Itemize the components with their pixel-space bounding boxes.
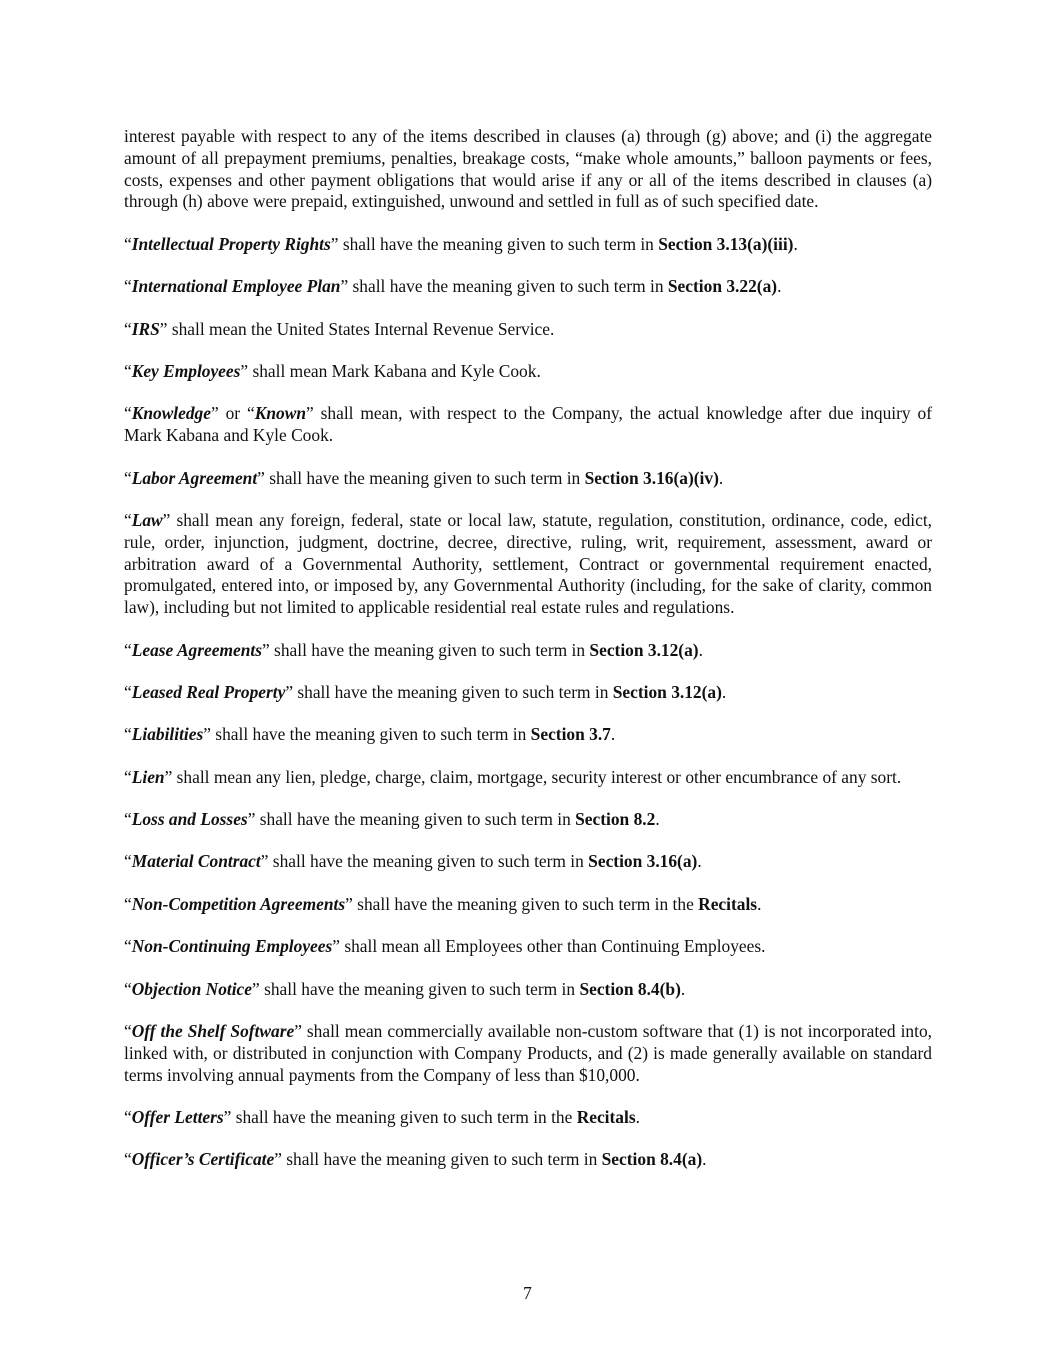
definition-knowledge: “Knowledge” or “Known” shall mean, with respect to the Company, the actual knowledge after due inquiry of Mark Kabana and Kyle Cook.: [124, 403, 933, 446]
definition-liabilities: “Liabilities” shall have the meaning given to such term in Section 3.7.: [124, 724, 616, 745]
defined-term: Lien: [131, 766, 165, 787]
defined-term: Non-Competition Agreements: [131, 893, 346, 914]
definition-irs: “IRS” shall mean the United States Internal Revenue Service.: [124, 318, 555, 339]
definition-international-employee-plan: “International Employee Plan” shall have the meaning given to such term in Section 3.22(a).: [124, 276, 782, 297]
defined-term: Law: [131, 509, 163, 530]
defined-term: Lease Agreements: [131, 639, 262, 660]
defined-term: Off the Shelf Software: [131, 1021, 295, 1042]
definition-loss-and-losses: “Loss and Losses” shall have the meaning given to such term in Section 8.2.: [124, 809, 660, 830]
opening-paragraph: interest payable with respect to any of the items described in clauses (a) through (g) above; and (i) the aggregate amount of all prepayment premiums, penalties, breakage costs, “make whole amounts,” balloon payments or fees, costs, expenses and other payment obligations that would arise if any or all of the items described in clauses (a) through (h) above were prepaid, extinguished, unwound and settled in full as of such specified date.: [124, 126, 932, 212]
defined-term: Leased Real Property: [131, 681, 286, 702]
definition-intellectual-property-rights: “Intellectual Property Rights” shall have the meaning given to such term in Section 3.13(a)(iii).: [124, 233, 798, 254]
defined-term: Known: [254, 403, 306, 424]
defined-term: Officer’s Certificate: [131, 1149, 275, 1170]
defined-term: Labor Agreement: [131, 467, 258, 488]
definition-lease-agreements: “Lease Agreements” shall have the meaning given to such term in Section 3.12(a).: [124, 639, 703, 660]
definition-material-contract: “Material Contract” shall have the meaning given to such term in Section 3.16(a).: [124, 851, 702, 872]
definition-key-employees: “Key Employees” shall mean Mark Kabana and Kyle Cook.: [124, 360, 541, 381]
definition-objection-notice: “Objection Notice” shall have the meaning given to such term in Section 8.4(b).: [124, 978, 686, 999]
defined-term: Key Employees: [131, 360, 241, 381]
definition-non-competition-agreements: “Non-Competition Agreements” shall have the meaning given to such term in the Recitals.: [124, 893, 762, 914]
section-reference: Recitals: [698, 893, 758, 914]
section-reference: Recitals: [576, 1107, 636, 1127]
section-reference: Section 3.13(a)(iii): [658, 233, 794, 254]
definition-law: “Law” shall mean any foreign, federal, state or local law, statute, regulation, constitution, ordinance, code, edict, rule, order, injunction, judgment, doctrine, decree, directive, ruling, writ, requirement, assessment, award or arbitration award of a Governmental Authority, settlement, Contract or governmental requirement enacted, promulgated, entered into, or imposed by, any Governmental Authority (including, for the sake of clarity, common law), including but not limited to applicable residential real estate rules and regulations.: [124, 509, 932, 618]
section-reference: Section 3.12(a): [612, 681, 722, 702]
section-reference: Section 3.22(a): [667, 276, 778, 297]
defined-term: Objection Notice: [131, 978, 252, 999]
defined-term: Offer Letters: [131, 1107, 224, 1127]
section-reference: Section 3.16(a): [588, 851, 698, 872]
section-reference: Section 8.4(b): [579, 978, 681, 999]
defined-term: IRS: [131, 318, 160, 339]
definition-leased-real-property: “Leased Real Property” shall have the meaning given to such term in Section 3.12(a).: [124, 681, 727, 702]
defined-term: Loss and Losses: [131, 809, 248, 830]
defined-term: International Employee Plan: [131, 276, 341, 297]
defined-term: Liabilities: [131, 724, 204, 745]
definition-off-the-shelf-software: “Off the Shelf Software” shall mean commercially available non-custom software that (1) is not incorporated into, linked with, or distributed in conjunction with Company Products, and (2) is made generally available on standard terms involving annual payments from the Company of less than $10,000.: [124, 1021, 932, 1085]
defined-term: Material Contract: [131, 851, 261, 872]
section-reference: Section 8.4(a): [601, 1149, 703, 1170]
defined-term: Knowledge: [131, 403, 211, 424]
definition-officers-certificate: “Officer’s Certificate” shall have the meaning given to such term in Section 8.4(a).: [124, 1149, 707, 1170]
definition-labor-agreement: “Labor Agreement” shall have the meaning given to such term in Section 3.16(a)(iv).: [124, 467, 724, 488]
page-number: 7: [523, 1283, 532, 1303]
definition-non-continuing-employees: “Non-Continuing Employees” shall mean all Employees other than Continuing Employees.: [124, 936, 766, 957]
defined-term: Intellectual Property Rights: [131, 233, 331, 254]
section-reference: Section 3.16(a)(iv): [584, 467, 719, 488]
defined-term: Non-Continuing Employees: [131, 936, 333, 957]
document-page: [124, 126, 932, 1171]
section-reference: Section 3.12(a): [589, 639, 699, 660]
definition-lien: “Lien” shall mean any lien, pledge, charge, claim, mortgage, security interest or other encumbrance of any sort.: [124, 766, 902, 787]
section-reference: Section 3.7: [530, 724, 611, 745]
definition-offer-letters: “Offer Letters” shall have the meaning given to such term in the Recitals.: [124, 1107, 640, 1127]
section-reference: Section 8.2: [575, 809, 656, 830]
